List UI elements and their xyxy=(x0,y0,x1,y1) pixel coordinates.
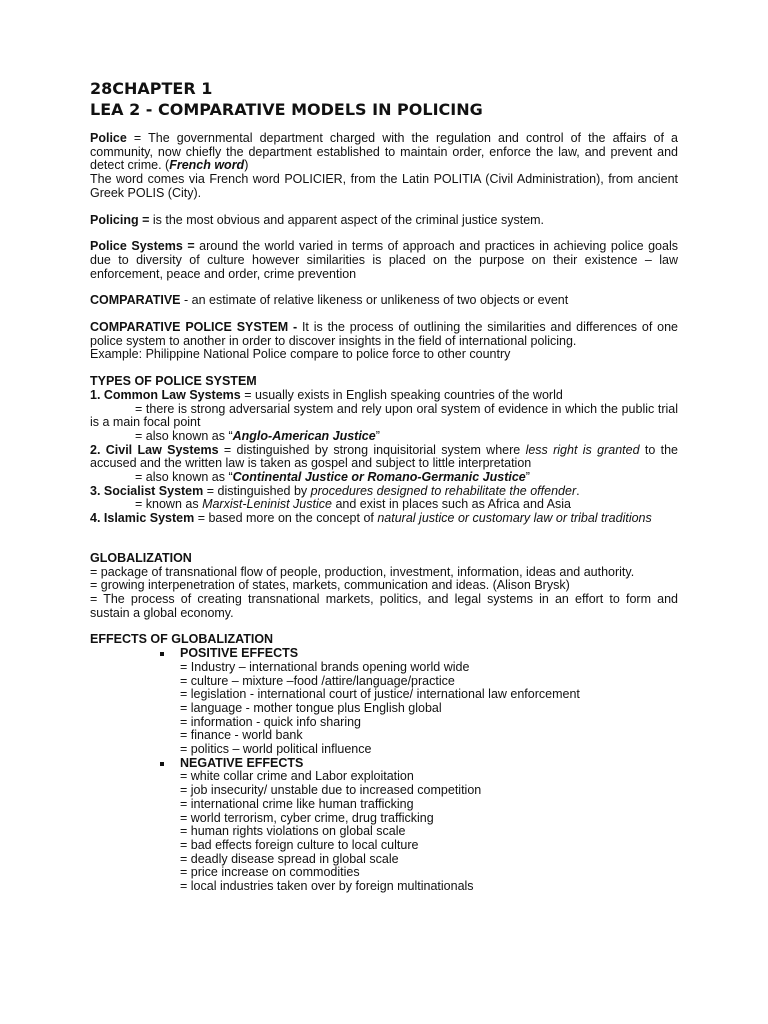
positive-effects-label: POSITIVE EFFECTS xyxy=(90,647,678,661)
comparative-definition: COMPARATIVE - an estimate of relative likeness or unlikeness of two objects or event xyxy=(90,293,569,308)
comparative-police-system-definition: COMPARATIVE POLICE SYSTEM - It is the process of outlining the similarities and differences of one police system to another in order to discover insights in the field of international policing. xyxy=(90,320,678,348)
types-section xyxy=(90,375,678,526)
list-item: = legislation - international court of justice/ international law enforcement xyxy=(180,687,580,702)
type-common-law-detail: = there is strong adversarial system and rely upon oral system of evidence in which the public trial is a main focal point xyxy=(90,401,678,430)
type-islamic: 4. Islamic System = based more on the concept of natural justice or customary law or tribal traditions xyxy=(90,511,652,526)
list-item: = international crime like human trafficking xyxy=(180,796,414,811)
police-origin: The word comes via French word POLICIER, from the Latin POLITIA (Civil Administration), from ancient Greek POLIS (City). xyxy=(90,172,678,200)
globalization-def-2: = growing interpenetration of states, markets, communication and ideas. (Alison Brysk) xyxy=(90,578,570,593)
document-title: LEA 2 - COMPARATIVE MODELS IN POLICING xyxy=(90,100,483,119)
police-definition: Police = The governmental department charged with the regulation and control of the affairs of a community, now chiefly the department established to maintain order, enforce the law, and prevent and detect crime. (French word) xyxy=(90,131,678,173)
globalization-def-3: = The process of creating transnational markets, politics, and legal systems in an effort to form and sustain a global economy. xyxy=(90,591,678,620)
document-page xyxy=(90,78,678,894)
list-item: = world terrorism, cyber crime, drug trafficking xyxy=(180,810,434,825)
type-socialist-aka: = known as Marxist-Leninist Justice and exist in places such as Africa and Asia xyxy=(135,497,571,512)
type-common-law: 1. Common Law Systems = usually exists in English speaking countries of the world xyxy=(90,387,563,402)
effects-section xyxy=(90,633,678,893)
list-item: = local industries taken over by foreign multinationals xyxy=(180,879,474,894)
list-item: = Industry – international brands opening world wide xyxy=(180,659,470,674)
negative-effects-label: NEGATIVE EFFECTS xyxy=(90,757,678,771)
type-socialist: 3. Socialist System = distinguished by procedures designed to rehabilitate the offender. xyxy=(90,483,580,498)
type-civil-law-aka: = also known as “Continental Justice or Romano-Germanic Justice” xyxy=(135,470,530,485)
policing-definition: Policing = is the most obvious and apparent aspect of the criminal justice system. xyxy=(90,212,545,227)
list-item: = job insecurity/ unstable due to increased competition xyxy=(180,783,482,798)
list-item: = language - mother tongue plus English global xyxy=(180,700,442,715)
globalization-section xyxy=(90,552,678,621)
list-item: = finance - world bank xyxy=(180,728,303,743)
police-systems-definition: Police Systems = around the world varied in terms of approach and practices in achieving police goals due to diversity of culture however similarities is placed on the purpose on their existence – law enforcement, peace and order, crime prevention xyxy=(90,239,678,281)
type-civil-law: 2. Civil Law Systems = distinguished by strong inquisitorial system where less right is granted to the accused and the written law is taken as gospel and subject to little interpretation xyxy=(90,442,678,471)
effects-heading: EFFECTS OF GLOBALIZATION xyxy=(90,632,274,647)
list-item: = price increase on commodities xyxy=(180,865,360,880)
chapter-heading: 28CHAPTER 1 xyxy=(90,79,213,98)
list-item: = deadly disease spread in global scale xyxy=(180,851,399,866)
types-heading: TYPES OF POLICE SYSTEM xyxy=(90,374,257,389)
list-item: = white collar crime and Labor exploitation xyxy=(180,769,414,784)
list-item: = politics – world political influence xyxy=(180,742,372,757)
globalization-def-1: = package of transnational flow of people, production, investment, information, ideas and authority. xyxy=(90,564,635,579)
globalization-heading: GLOBALIZATION xyxy=(90,550,192,565)
list-item: = culture – mixture –food /attire/language/practice xyxy=(180,673,455,688)
list-item: = bad effects foreign culture to local culture xyxy=(180,837,419,852)
list-item: = information - quick info sharing xyxy=(180,714,361,729)
type-common-law-aka: = also known as “Anglo-American Justice” xyxy=(135,428,380,443)
comparative-example: Example: Philippine National Police compare to police force to other country xyxy=(90,347,511,362)
list-item: = human rights violations on global scale xyxy=(180,824,406,839)
